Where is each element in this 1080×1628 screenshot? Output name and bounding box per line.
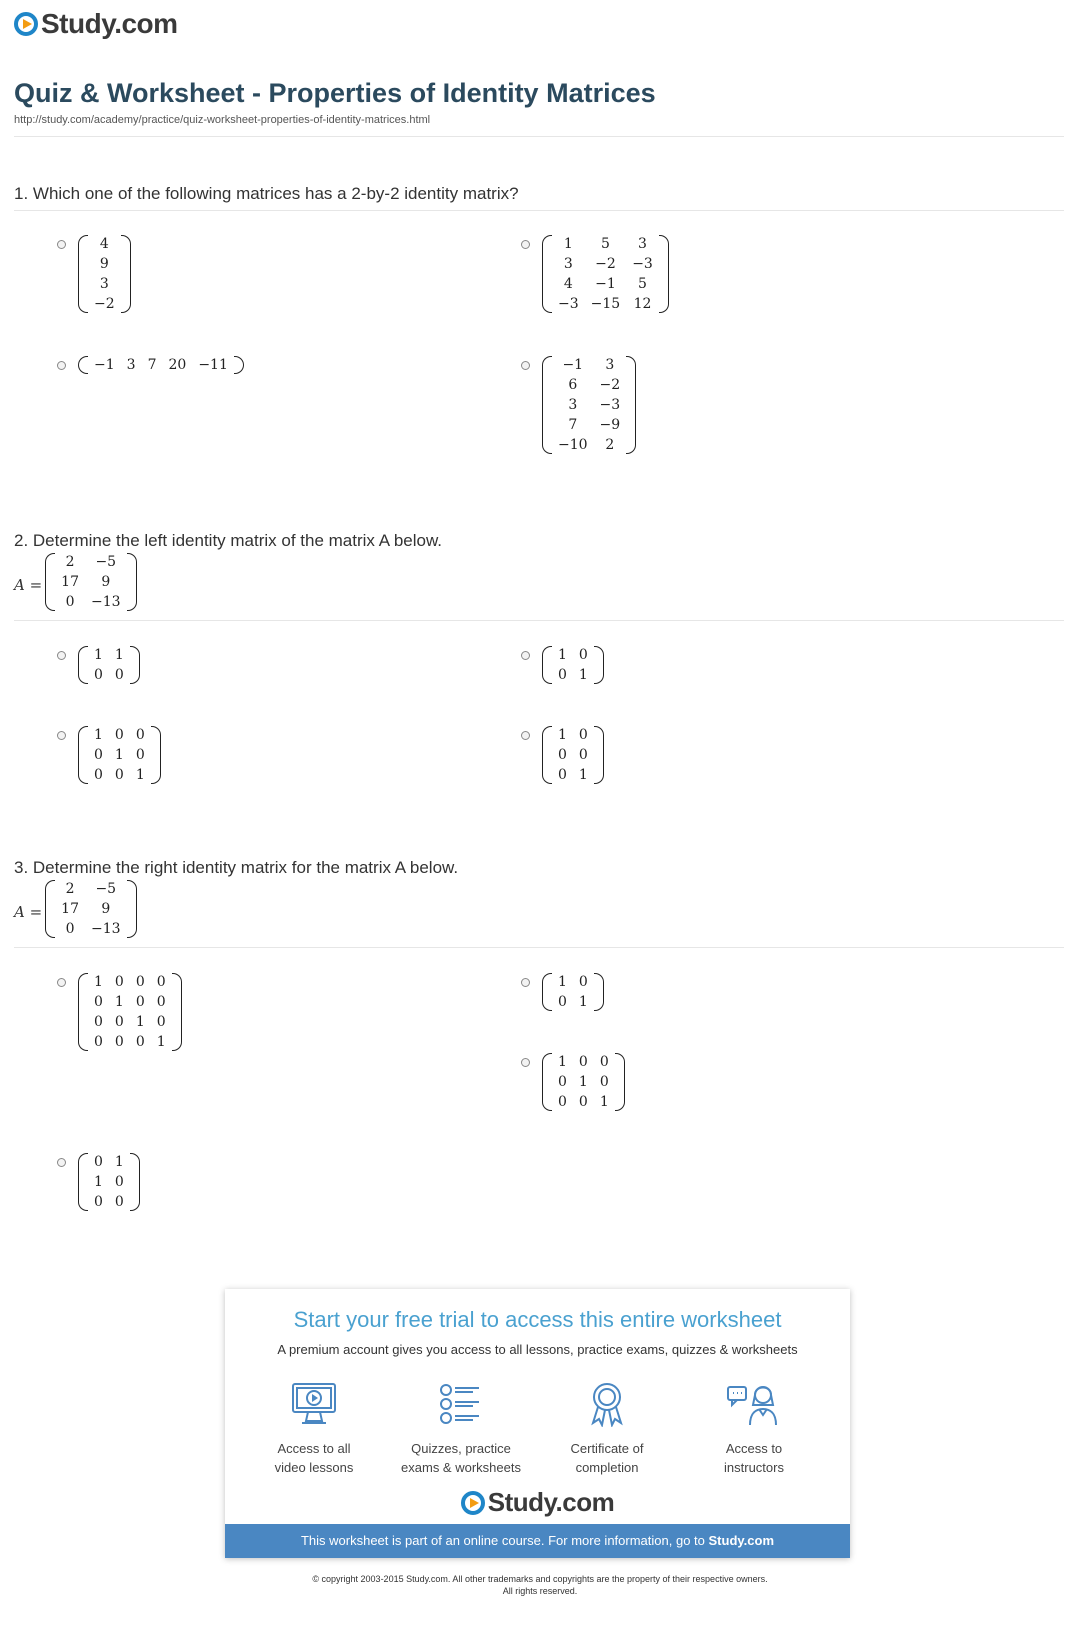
- matrix: [78, 355, 244, 375]
- question-3-text: 3. Determine the right identity matrix for the matrix A below.: [14, 858, 459, 877]
- q3-option-d-radio[interactable]: [57, 1158, 66, 1167]
- q1-option-c-radio[interactable]: [57, 361, 66, 370]
- matrix-cell: 5: [600, 236, 610, 252]
- q1-option-d-radio[interactable]: [521, 361, 530, 370]
- matrix-cell: 2: [605, 437, 615, 453]
- matrix-a: [45, 552, 136, 617]
- matrix-cell: 1: [135, 1014, 145, 1030]
- matrix-cell: 0: [558, 767, 567, 783]
- feature-label: Quizzes, practice exams & worksheets: [401, 1441, 521, 1475]
- matrix: [45, 879, 136, 939]
- q3-option-c-radio[interactable]: [521, 1058, 530, 1067]
- matrix-cell: −1: [94, 357, 115, 373]
- page-url: http://study.com/academy/practice/quiz-worksheet-properties-of-identity-matrices.html: [14, 114, 431, 126]
- study-logo-icon: [14, 12, 38, 36]
- matrix: [542, 355, 636, 455]
- matrix-cell: 0: [94, 747, 103, 763]
- matrix: [542, 234, 669, 314]
- matrix-cell: 0: [94, 667, 103, 683]
- matrix-cell: −1: [595, 276, 616, 292]
- q2-option-b-radio[interactable]: [521, 651, 530, 660]
- matrix-cell: 17: [61, 574, 79, 590]
- matrix-cell: 3: [126, 357, 136, 373]
- study-logo-icon: [461, 1491, 485, 1515]
- matrix-cell: 0: [599, 1074, 609, 1090]
- matrix-a-label: A =: [14, 902, 43, 921]
- matrix-cell: 0: [578, 727, 588, 743]
- matrix-cell: −2: [94, 296, 115, 312]
- matrix-cell: 0: [94, 767, 103, 783]
- matrix-cell: 0: [558, 994, 567, 1010]
- matrix-cell: 0: [114, 1174, 124, 1190]
- matrix-cell: −3: [632, 256, 653, 272]
- matrix-cell: 0: [94, 1034, 103, 1050]
- feature-label: Certificate of completion: [570, 1441, 644, 1475]
- matrix-cell: 0: [135, 747, 145, 763]
- matrix-cell: −10: [558, 437, 588, 453]
- divider: [14, 620, 1064, 621]
- matrix: [542, 972, 604, 1012]
- matrix-cell: 1: [94, 647, 103, 663]
- matrix-cell: 0: [94, 994, 103, 1010]
- q1-option-a-matrix: [78, 234, 131, 319]
- matrix-cell: 0: [156, 1014, 166, 1030]
- feature-label: Access to instructors: [724, 1441, 784, 1475]
- matrix-cell: −5: [95, 554, 117, 570]
- divider: [14, 210, 1064, 211]
- q1-option-c-matrix: [78, 355, 244, 380]
- matrix-cell: 0: [558, 667, 567, 683]
- checklist-icon: [437, 1381, 485, 1427]
- q3-option-a-radio[interactable]: [57, 978, 66, 987]
- matrix-cell: 0: [578, 747, 588, 763]
- q1-option-b-radio[interactable]: [521, 240, 530, 249]
- certificate-ribbon-icon: [583, 1381, 631, 1427]
- matrix-cell: 5: [638, 276, 647, 292]
- matrix-cell: −2: [599, 377, 621, 393]
- matrix-cell: 1: [114, 994, 124, 1010]
- divider: [14, 136, 1064, 137]
- matrix-cell: 0: [578, 1094, 588, 1110]
- question-2-text: 2. Determine the left identity matrix of the matrix A below.: [14, 531, 443, 550]
- matrix-cell: −3: [558, 296, 579, 312]
- promo-headline[interactable]: Start your free trial to access this entire worksheet: [293, 1307, 782, 1332]
- matrix-cell: 0: [114, 1014, 124, 1030]
- feature-instructors: [679, 1381, 829, 1477]
- matrix-cell: 0: [114, 1194, 124, 1210]
- matrix-cell: 0: [135, 994, 145, 1010]
- matrix: [78, 725, 161, 785]
- promo-study-logo[interactable]: [225, 1487, 850, 1518]
- feature-video-lessons: [239, 1381, 389, 1477]
- matrix-cell: 0: [114, 1034, 124, 1050]
- divider: [14, 947, 1064, 948]
- matrix-cell: 1: [135, 767, 145, 783]
- matrix-cell: 1: [94, 727, 103, 743]
- logo-text: Study.com: [487, 1487, 615, 1517]
- matrix-cell: 0: [578, 974, 588, 990]
- matrix-cell: 9: [101, 574, 111, 590]
- matrix: [542, 645, 604, 685]
- matrix-cell: −1: [562, 357, 584, 373]
- promo-info-bar: [225, 1524, 850, 1558]
- matrix-cell: 0: [599, 1054, 609, 1070]
- matrix-cell: 1: [94, 974, 103, 990]
- instructor-chat-icon: [726, 1381, 782, 1427]
- matrix-cell: 3: [638, 236, 647, 252]
- matrix-cell: −15: [590, 296, 621, 312]
- matrix-cell: −13: [91, 594, 121, 610]
- feature-label: Access to all video lessons: [274, 1441, 354, 1475]
- q2-option-a-radio[interactable]: [57, 651, 66, 660]
- free-trial-promo: [225, 1289, 850, 1558]
- matrix-cell: 1: [578, 1074, 588, 1090]
- matrix-cell: 1: [94, 1174, 103, 1190]
- matrix: [542, 1052, 625, 1112]
- question-3-matrix-a: [14, 879, 137, 944]
- study-logo[interactable]: [14, 8, 178, 40]
- matrix: [542, 725, 604, 785]
- study-com-link[interactable]: Study.com: [708, 1533, 775, 1548]
- feature-certificate: [532, 1381, 682, 1477]
- matrix-cell: 0: [114, 667, 124, 683]
- matrix-cell: 1: [558, 1054, 567, 1070]
- matrix-cell: 0: [558, 747, 567, 763]
- q3-option-a-matrix: [78, 972, 182, 1057]
- matrix-cell: 3: [605, 357, 615, 373]
- matrix-cell: 3: [563, 256, 573, 272]
- question-2-matrix-a: [14, 552, 137, 617]
- matrix: [78, 234, 131, 314]
- matrix-cell: 0: [558, 1094, 567, 1110]
- matrix-cell: 0: [156, 994, 166, 1010]
- matrix-cell: 1: [114, 1154, 124, 1170]
- q2-option-d-matrix: [542, 725, 604, 790]
- matrix-cell: 1: [578, 667, 588, 683]
- matrix-cell: −11: [198, 357, 228, 373]
- q2-option-c-matrix: [78, 725, 161, 790]
- copyright-notice: © copyright 2003-2015 Study.com. All other trademarks and copyrights are the property of their respective owners. All rights reserved.: [312, 1574, 768, 1596]
- matrix-cell: 3: [568, 397, 578, 413]
- matrix-cell: 0: [94, 1194, 103, 1210]
- matrix-cell: 7: [568, 417, 578, 433]
- matrix-cell: 0: [156, 974, 166, 990]
- matrix-cell: 0: [114, 727, 124, 743]
- matrix-cell: 7: [147, 357, 157, 373]
- matrix-cell: 0: [578, 1054, 588, 1070]
- matrix-cell: 1: [599, 1094, 609, 1110]
- matrix-cell: 0: [114, 767, 124, 783]
- matrix-cell: 2: [65, 554, 75, 570]
- matrix-cell: 1: [558, 647, 567, 663]
- q3-option-b-matrix: [542, 972, 604, 1017]
- matrix-cell: 1: [578, 767, 588, 783]
- q1-option-d-matrix: [542, 355, 636, 460]
- matrix-cell: 1: [558, 727, 567, 743]
- matrix-cell: 0: [65, 921, 75, 937]
- matrix-cell: 12: [633, 296, 652, 312]
- matrix-cell: 9: [101, 901, 111, 917]
- q2-option-d-radio[interactable]: [521, 731, 530, 740]
- feature-quizzes: [386, 1381, 536, 1477]
- matrix-cell: 1: [578, 994, 588, 1010]
- matrix-cell: −13: [91, 921, 121, 937]
- matrix-cell: 1: [563, 236, 573, 252]
- q3-option-c-matrix: [542, 1052, 625, 1117]
- matrix-cell: 6: [568, 377, 578, 393]
- matrix-cell: 17: [61, 901, 79, 917]
- matrix-cell: 0: [114, 974, 124, 990]
- matrix-cell: 0: [135, 974, 145, 990]
- matrix: [78, 1152, 140, 1212]
- promo-subline: A premium account gives you access to all lessons, practice exams, quizzes & worksheets: [277, 1342, 798, 1357]
- matrix-cell: −9: [599, 417, 621, 433]
- logo-text: Study.com: [41, 8, 178, 39]
- matrix: [78, 645, 140, 685]
- question-1-text: 1. Which one of the following matrices has a 2-by-2 identity matrix?: [14, 184, 519, 203]
- matrix-cell: 0: [558, 1074, 567, 1090]
- q3-option-b-radio[interactable]: [521, 978, 530, 987]
- q2-option-b-matrix: [542, 645, 604, 690]
- matrix-cell: 4: [563, 276, 573, 292]
- matrix-cell: 0: [94, 1014, 103, 1030]
- matrix-cell: −2: [595, 256, 616, 272]
- matrix-cell: 1: [558, 974, 567, 990]
- matrix-cell: 1: [114, 747, 124, 763]
- matrix-cell: 3: [99, 276, 109, 292]
- q1-option-b-matrix: [542, 234, 669, 319]
- monitor-play-icon: [290, 1381, 338, 1427]
- q2-option-a-matrix: [78, 645, 140, 690]
- promo-bar-text: This worksheet is part of an online course. For more information, go to: [300, 1533, 705, 1548]
- matrix: [78, 972, 182, 1052]
- matrix-cell: 2: [65, 881, 75, 897]
- matrix: [45, 552, 136, 612]
- matrix-a: [45, 879, 136, 944]
- matrix-cell: 1: [114, 647, 124, 663]
- matrix-cell: 1: [156, 1034, 166, 1050]
- matrix-cell: 0: [65, 594, 75, 610]
- matrix-cell: 9: [99, 256, 109, 272]
- page-title: Quiz & Worksheet - Properties of Identity Matrices: [14, 78, 656, 108]
- matrix-cell: 0: [135, 1034, 145, 1050]
- q1-option-a-radio[interactable]: [57, 240, 66, 249]
- matrix-cell: 0: [135, 727, 145, 743]
- matrix-cell: 20: [168, 357, 187, 373]
- matrix-cell: 4: [99, 236, 109, 252]
- matrix-cell: −3: [599, 397, 621, 413]
- matrix-cell: 0: [94, 1154, 103, 1170]
- matrix-cell: −5: [95, 881, 117, 897]
- matrix-cell: 0: [578, 647, 588, 663]
- matrix-a-label: A =: [14, 575, 43, 594]
- q2-option-c-radio[interactable]: [57, 731, 66, 740]
- q3-option-d-matrix: [78, 1152, 140, 1217]
